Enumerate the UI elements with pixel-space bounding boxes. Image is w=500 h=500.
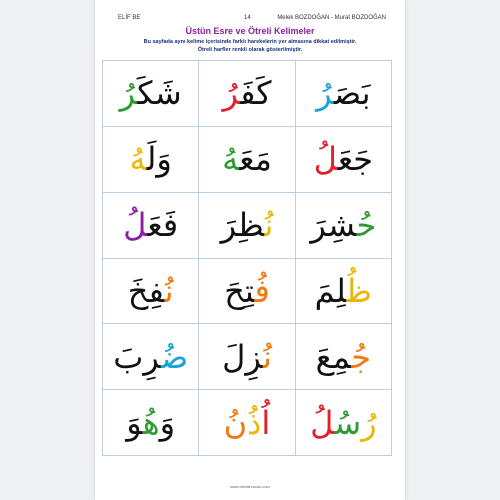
arabic-word — [310, 206, 377, 245]
letter-segment: شَكَ — [137, 74, 182, 113]
letter-segment: رُ — [119, 74, 138, 113]
word-cell — [296, 259, 392, 325]
word-cell — [296, 324, 392, 390]
letter-segment: ضُ — [160, 337, 189, 376]
letter-segment: ظُ — [346, 271, 372, 310]
page-header — [118, 13, 386, 25]
word-cell — [296, 127, 392, 193]
letter-segment: اُ — [261, 403, 271, 442]
letter-segment: هُ — [222, 140, 240, 179]
arabic-word — [222, 74, 272, 113]
letter-segment: رُ — [222, 74, 241, 113]
word-cell — [103, 324, 199, 390]
letter-segment: بَصَ — [333, 74, 371, 113]
letter-segment: لُ — [313, 140, 338, 179]
page-number: 14 — [244, 15, 251, 21]
letter-segment: وَلَ — [146, 140, 172, 179]
word-cell — [199, 193, 295, 259]
word-cell — [103, 127, 199, 193]
word-cell — [103, 61, 199, 127]
arabic-word — [223, 403, 271, 442]
word-grid — [102, 60, 392, 456]
letter-segment: سُ — [334, 403, 362, 442]
letter-segment: رُ — [361, 403, 377, 442]
letter-segment: وَ — [159, 403, 176, 442]
arabic-word — [224, 271, 270, 310]
letter-segment: نُ — [164, 271, 174, 310]
letter-segment: نُ — [223, 403, 248, 442]
arabic-word — [316, 74, 371, 113]
arabic-word — [310, 403, 377, 442]
letter-segment: لِمَ — [314, 271, 347, 310]
letter-segment: رِبَ — [113, 337, 161, 376]
arabic-word — [314, 271, 372, 310]
arabic-word — [313, 140, 374, 179]
word-cell — [296, 61, 392, 127]
letter-segment: فِخَ — [127, 271, 165, 310]
arabic-word — [315, 337, 371, 376]
letter-segment: تِحَ — [224, 271, 255, 310]
letter-segment: فَعَ — [147, 206, 179, 245]
letter-segment: نُ — [262, 337, 272, 376]
footer-url: www.mesarcucuk.com — [230, 484, 270, 489]
word-cell — [296, 390, 392, 456]
arabic-word — [119, 74, 182, 113]
letter-segment: جَعَ — [337, 140, 374, 179]
letter-segment: كَفَ — [240, 74, 272, 113]
letter-segment: مِعَ — [315, 337, 352, 376]
letter-segment: فُ — [254, 271, 270, 310]
word-cell — [103, 193, 199, 259]
page-title: Üstün Esre ve Ötreli Kelimeler — [185, 26, 315, 36]
word-cell — [296, 193, 392, 259]
book-title: ELİF BE — [118, 15, 141, 21]
letter-segment: شِرَ — [310, 206, 357, 245]
arabic-word — [220, 206, 274, 245]
word-cell — [199, 324, 295, 390]
arabic-word — [222, 140, 272, 179]
arabic-word — [129, 140, 172, 179]
letter-segment: مَعَ — [239, 140, 272, 179]
word-cell — [199, 259, 295, 325]
letter-segment: نُ — [264, 206, 274, 245]
letter-segment: لُ — [123, 206, 148, 245]
subtitle-line-2: Ötreli harfler renkli olarak gösterilmiştir. — [197, 47, 303, 53]
letter-segment: ذُ — [247, 403, 262, 442]
word-cell — [103, 259, 199, 325]
arabic-word — [127, 271, 174, 310]
letter-segment: وَ — [126, 403, 143, 442]
page-subtitle — [95, 38, 405, 54]
arabic-word — [222, 337, 272, 376]
word-cell — [103, 390, 199, 456]
letter-segment: حُ — [356, 206, 377, 245]
letter-segment: هُ — [142, 403, 160, 442]
letter-segment: جُ — [351, 337, 371, 376]
arabic-word — [113, 337, 189, 376]
word-cell — [199, 127, 295, 193]
arabic-word — [123, 206, 179, 245]
letter-segment: زِلَ — [222, 337, 263, 376]
arabic-word — [126, 403, 176, 442]
subtitle-line-1: Bu sayfada aynı kelime içerisinde farklı harekelerin yer almasına dikkat edilmiştir. — [143, 39, 357, 45]
word-cell — [199, 61, 295, 127]
letter-segment: لُ — [310, 403, 335, 442]
letter-segment: ظِرَ — [220, 206, 265, 245]
word-cell — [199, 390, 295, 456]
authors: Melek BOZDOĞAN - Murat BOZDOĞAN — [277, 15, 386, 21]
letter-segment: رُ — [316, 74, 334, 113]
letter-segment: هُ — [129, 140, 147, 179]
